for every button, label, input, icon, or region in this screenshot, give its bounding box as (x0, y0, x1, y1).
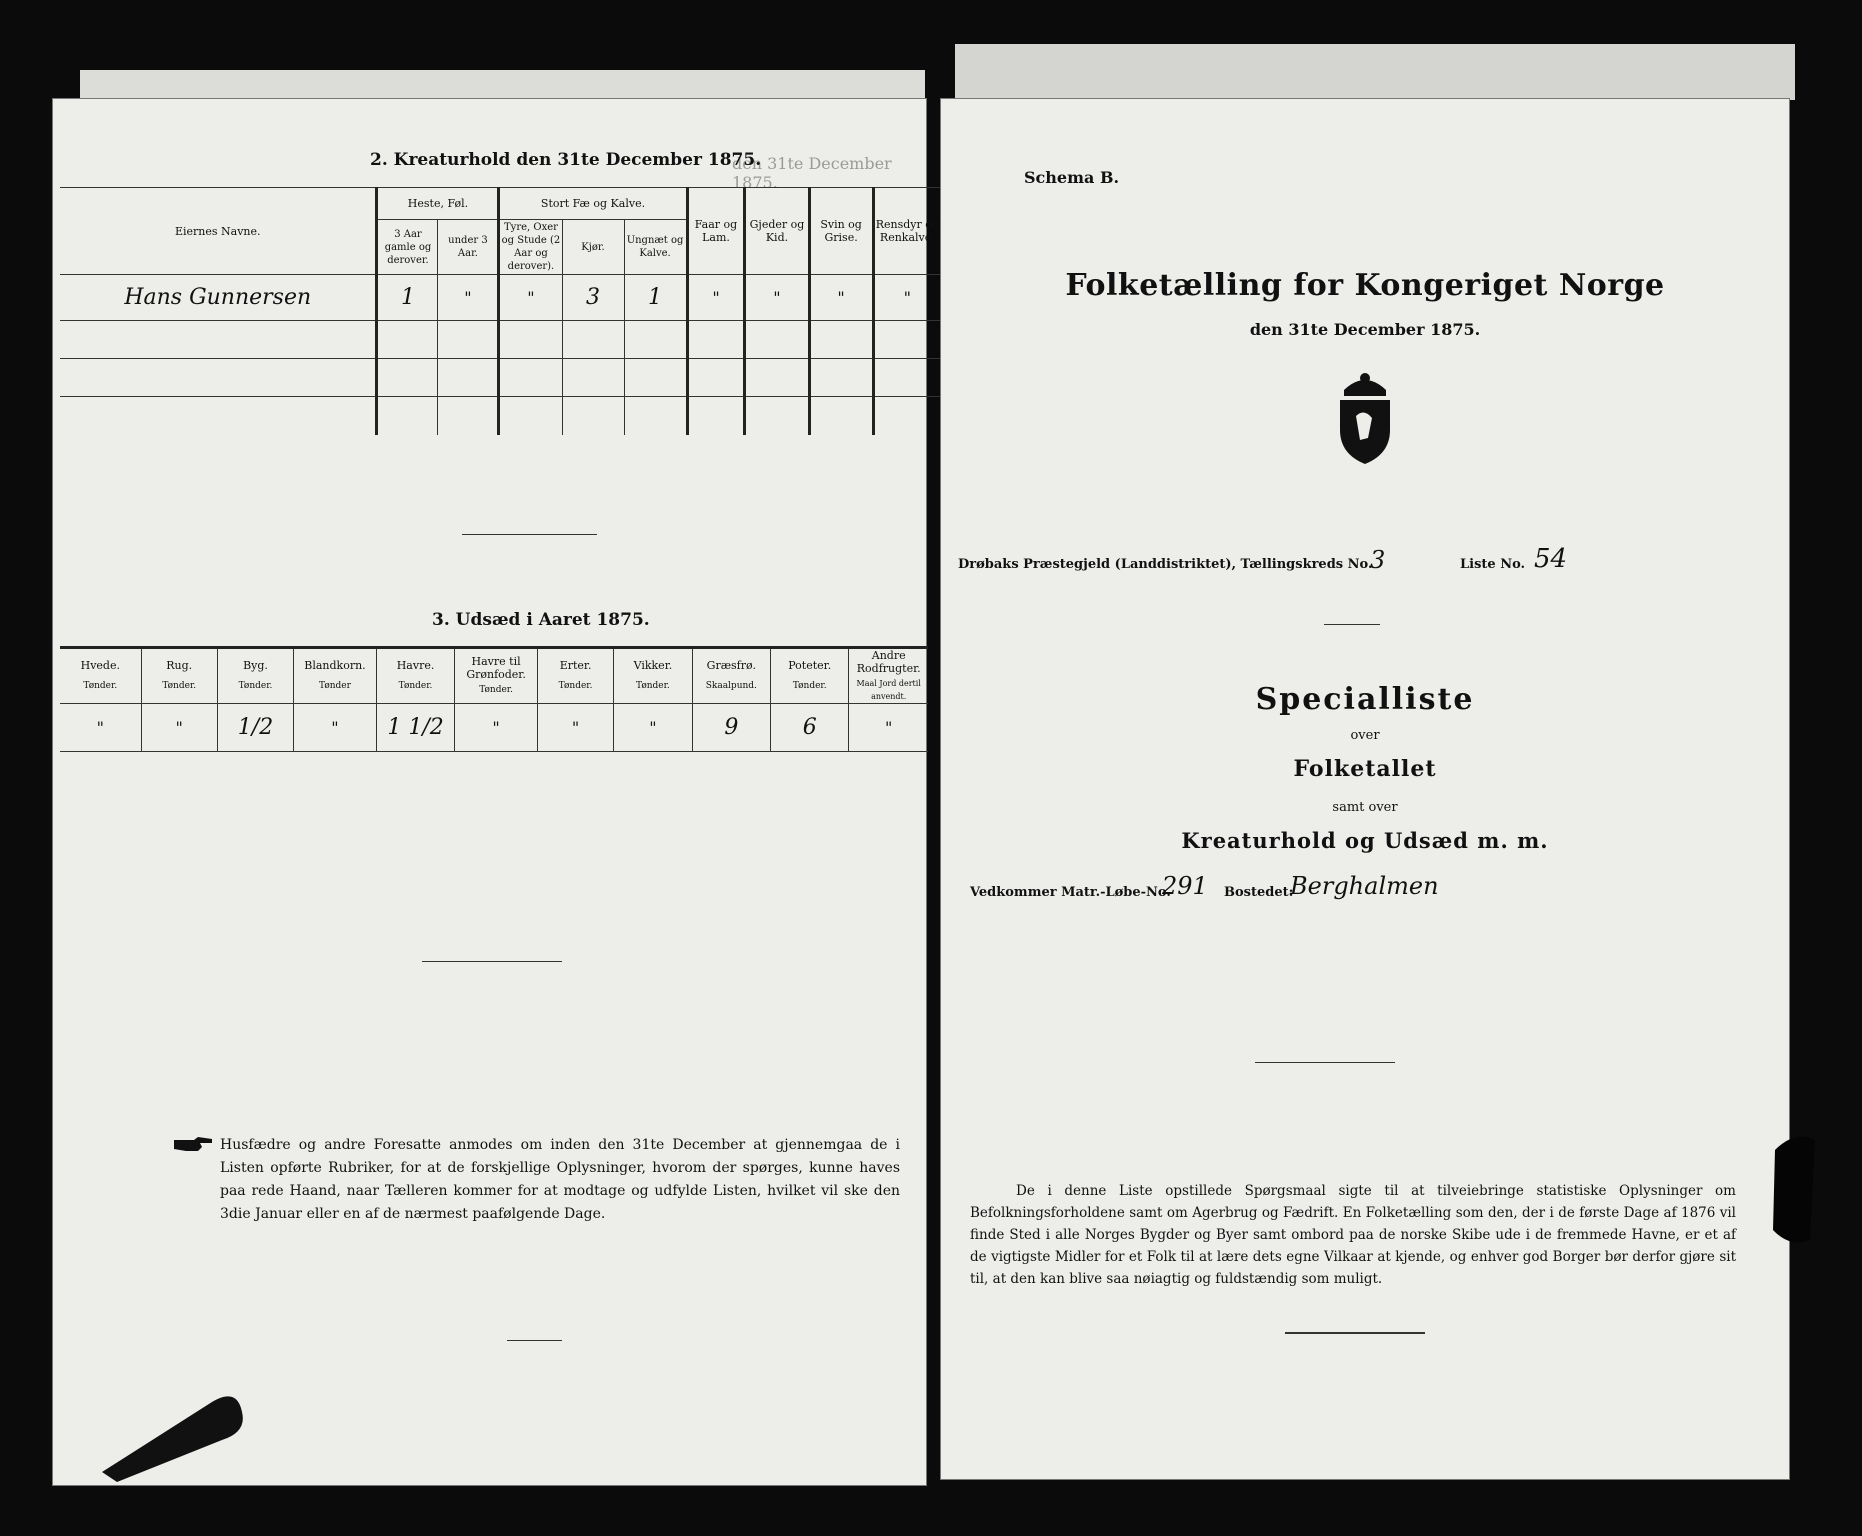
matr-number: 291 (1162, 872, 1208, 900)
livestock-table (60, 187, 940, 435)
cell-value: " (438, 275, 499, 321)
document-title: Folketælling for Kongeriget Norge (1065, 268, 1665, 303)
cell-value: 1 (624, 275, 687, 321)
cows-header: Kjør. (562, 220, 624, 275)
divider (1324, 624, 1380, 625)
owner-col-header: Eiernes Navne. (60, 188, 377, 275)
cell-value: 1 (377, 275, 438, 321)
rye-header: Rug. Tønder. (141, 648, 217, 704)
cell-value: " (141, 704, 217, 752)
cell-value: 6 (771, 704, 849, 752)
cell-value: 3 (562, 275, 624, 321)
specialliste-heading: Specialliste (1255, 682, 1475, 717)
kreaturhold-heading: Kreaturhold og Udsæd m. m. (1181, 828, 1549, 853)
oats-header: Havre. Tønder. (376, 648, 454, 704)
over-text: over (1350, 728, 1380, 743)
potatoes-header: Poteter. Tønder. (771, 648, 849, 704)
wheat-header: Hvede. Tønder. (60, 648, 141, 704)
cell-value: 1/2 (217, 704, 293, 752)
divider (462, 534, 597, 535)
sowing-table (60, 646, 928, 752)
bulls-header: Tyre, Oxer og Stude (2 Aar og derover). (499, 220, 562, 275)
section3-title: 3. Udsæd i Aaret 1875. (432, 610, 650, 630)
cell-value: " (745, 275, 809, 321)
cell-value: " (809, 275, 873, 321)
vetch-header: Vikker. Tønder. (614, 648, 692, 704)
green-oats-header: Havre til Grønfoder. Tønder. (455, 648, 538, 704)
young-cattle-header: Ungnæt og Kalve. (624, 220, 687, 275)
mixed-grain-header: Blandkorn. Tønder (294, 648, 377, 704)
cell-value: " (60, 704, 141, 752)
peas-header: Erter. Tønder. (537, 648, 613, 704)
bostedet-label: Bostedet: (1224, 885, 1294, 900)
underlying-page-edge (80, 70, 925, 100)
document-subtitle: den 31te December 1875. (1249, 320, 1481, 339)
cell-value: " (455, 704, 538, 752)
grass-seed-header: Græsfrø. Skaalpund. (692, 648, 770, 704)
horses-header: Heste, Føl. (377, 188, 499, 220)
cell-value: " (537, 704, 613, 752)
cell-value: " (294, 704, 377, 752)
cell-value: " (687, 275, 745, 321)
bostedet-value: Berghalmen (1290, 872, 1439, 900)
samt-over-text: samt over (1332, 800, 1398, 815)
sheep-header: Faar og Lam. (687, 188, 745, 275)
pigs-header: Svin og Grise. (809, 188, 873, 275)
folketallet-heading: Folketallet (1293, 756, 1437, 782)
cell-value: " (614, 704, 692, 752)
horses-3yr-header: 3 Aar gamle og derover. (377, 220, 438, 275)
section2-title: 2. Kreaturhold den 31te December 1875. (370, 150, 762, 170)
horses-under3-header: under 3 Aar. (438, 220, 499, 275)
right-page (940, 98, 1790, 1480)
matr-label: Vedkommer Matr.-Løbe-No. (970, 885, 1171, 900)
left-page (52, 98, 939, 1486)
reindeer-header: Rensdyr og Renkalve. (873, 188, 940, 275)
cell-value: " (849, 704, 928, 752)
liste-number: 54 (1534, 544, 1568, 574)
district-label: Drøbaks Præstegjeld (Landdistriktet), Tællingskreds No. (958, 557, 1373, 572)
divider (1255, 1062, 1395, 1063)
divider (1285, 1332, 1425, 1334)
scan-finger-mark (92, 1372, 252, 1482)
divider (422, 961, 562, 962)
pointing-hand-icon (172, 1134, 214, 1154)
cell-value: " (499, 275, 562, 321)
bleed-through-text: den 31te December 1875. (732, 154, 892, 192)
underlying-page-edge-right (955, 44, 1795, 100)
cell-value: 1 1/2 (376, 704, 454, 752)
explanation-paragraph: De i denne Liste opstillede Spørgsmaal sigte til at tilveiebringe statistiske Oplysninger om Befolkningsforholdene samt om Agerbrug og Fædrift. En Folketælling som den, der i de første Dage af 1876 vil finde Sted i alle Norges Bygder og Byer samt ombord paa de norske Skibe ude i de fremmede Havne, er et af de vigtigste Midler for et Folk til at lære dets egne Vilkaar at kjende, og enhver god Borger bør derfor gjøre sit til, at den kan blive saa nøiagtig og fuldstændig som muligt. (970, 1183, 1736, 1287)
root-crops-header: Andre Rodfrugter. Maal Jord dertil anvendt. (849, 648, 928, 704)
table-row (60, 275, 940, 321)
goats-header: Gjeder og Kid. (745, 188, 809, 275)
cattle-header: Stort Fæ og Kalve. (499, 188, 687, 220)
divider (507, 1340, 562, 1341)
barley-header: Byg. Tønder. (217, 648, 293, 704)
cell-value: 9 (692, 704, 770, 752)
owner-name: Hans Gunnersen (60, 275, 377, 321)
table-row (60, 704, 928, 752)
coat-of-arms-icon (1330, 368, 1400, 466)
schema-label: Schema B. (1024, 168, 1120, 187)
liste-label: Liste No. (1460, 557, 1526, 572)
scan-edge-mark (1765, 1130, 1845, 1250)
district-number: 3 (1370, 546, 1386, 574)
notice-text: Husfædre og andre Foresatte anmodes om inden den 31te December at gjennemgaa de i Listen opførte Rubriker, for at de forskjellige Oplysninger, hvorom der spørges, kunne haves paa rede Haand, naar Tælleren kommer for at modtage og udfylde Listen, hvilket vil ske den 3die Januar eller en af de nærmest paafølgende Dage. (220, 1137, 900, 1222)
cell-value: " (873, 275, 940, 321)
